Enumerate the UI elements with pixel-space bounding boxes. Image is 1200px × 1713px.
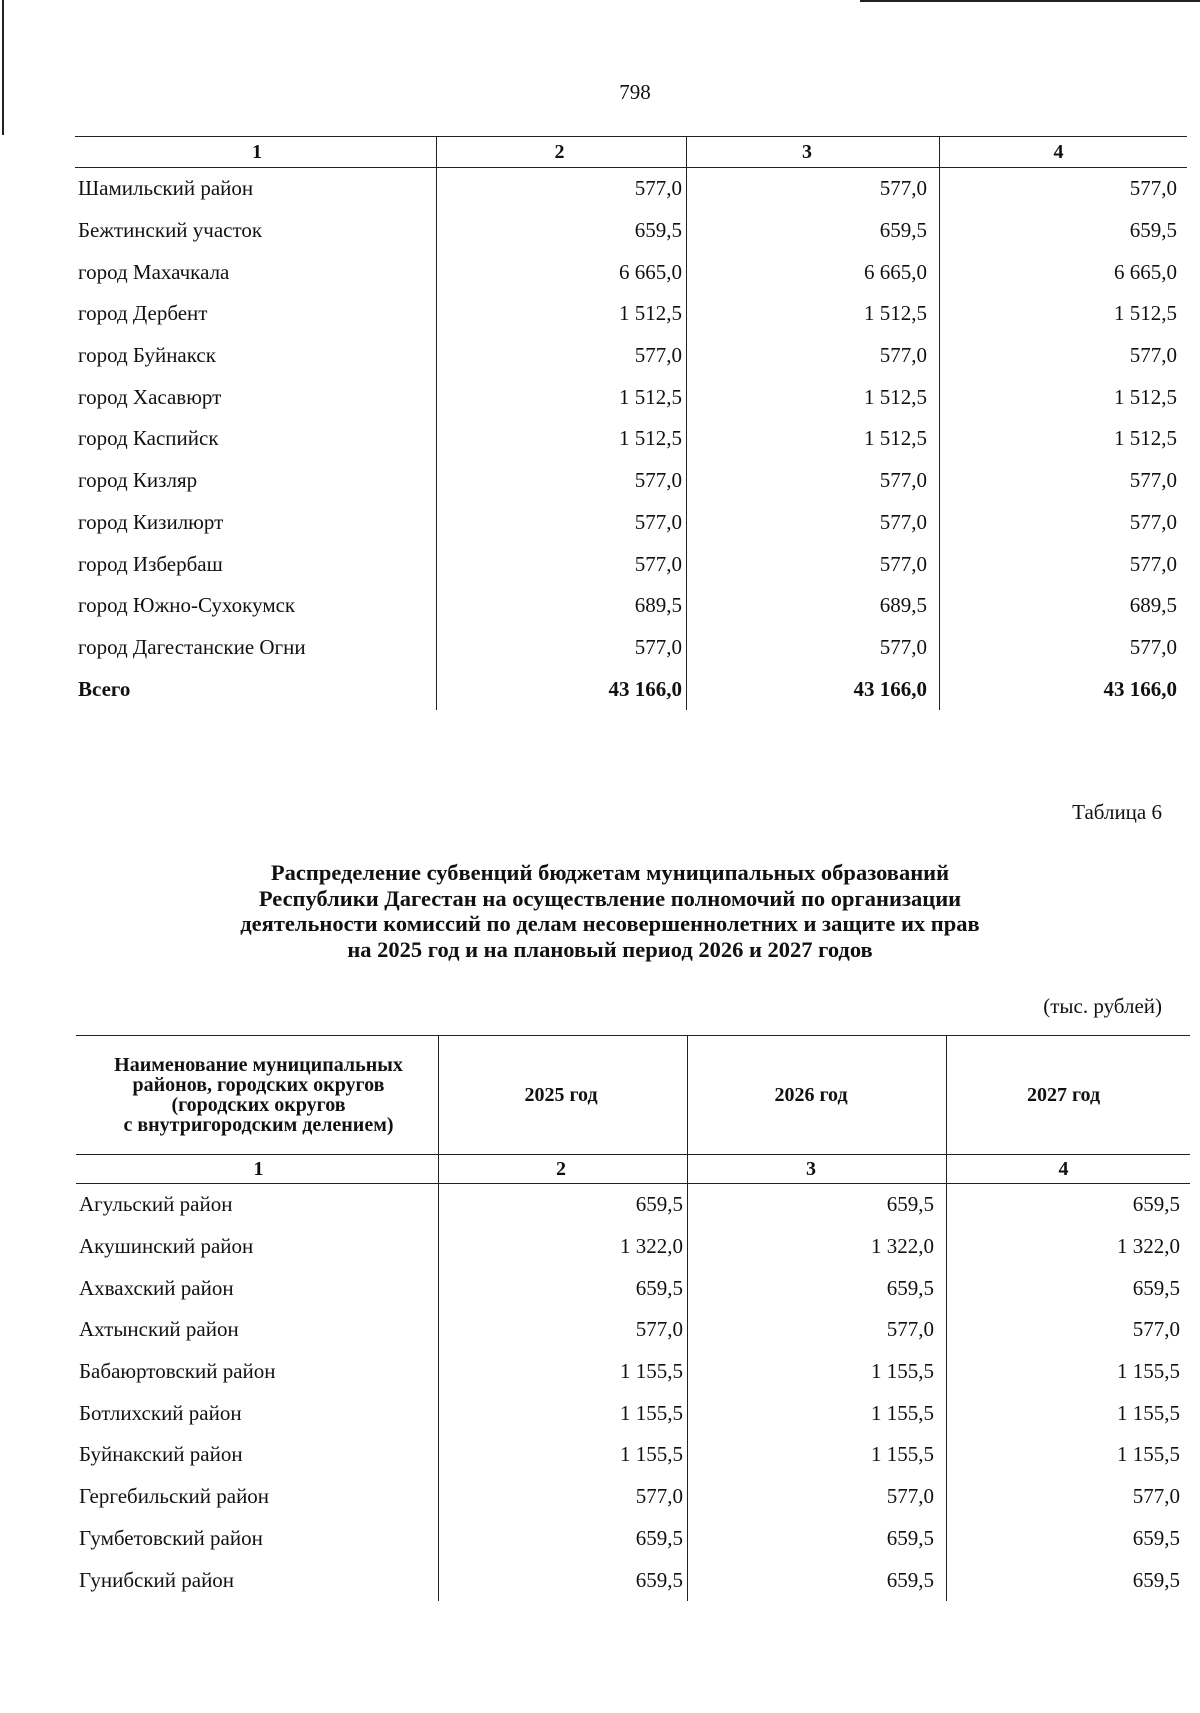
row-2025-cell: 1 155,5 [439, 1392, 688, 1434]
row-name-cell: Бежтинский участок [78, 218, 263, 243]
row-2025-cell: 577,0 [437, 460, 687, 502]
title-line: Распределение субвенций бюджетам муниципальных образований [270, 860, 950, 885]
title-line: Республики Дагестан на осуществление полномочий по организации [258, 885, 962, 911]
row-2025-cell: 1 322,0 [439, 1226, 688, 1268]
row-name-cell: город Махачкала [78, 259, 230, 284]
row-2027-cell: 1 322,0 [1117, 1234, 1180, 1259]
row-2025-cell: 1 512,5 [437, 418, 687, 460]
row-name-cell: город Дербент [78, 301, 208, 326]
row-2026-cell: 689,5 [687, 585, 940, 627]
row-2025-cell: 577,0 [437, 168, 687, 210]
row-2027-cell: 1 512,5 [1114, 426, 1177, 451]
scan-edge-line [860, 0, 1200, 2]
table-row [76, 1351, 1190, 1393]
row-2026-cell: 577,0 [687, 335, 940, 377]
col-header-name-line: с внутригородским делением) [123, 1114, 394, 1136]
row-2027-cell: 659,5 [1129, 218, 1177, 243]
row-name-cell: Ахвахский район [79, 1275, 234, 1300]
table-row [76, 1392, 1190, 1434]
table-row [76, 1184, 1190, 1226]
row-2027-cell: 1 155,5 [1117, 1400, 1180, 1425]
row-2027-cell: 577,0 [1132, 1484, 1180, 1509]
row-2027-cell: 6 665,0 [1114, 259, 1177, 284]
col-header-name [76, 1036, 439, 1155]
column-header-row [76, 1036, 1190, 1155]
row-2027-cell: 659,5 [1132, 1275, 1180, 1300]
row-2026-cell: 1 155,5 [688, 1392, 947, 1434]
table-row [75, 251, 1187, 293]
table-title [150, 860, 1070, 962]
row-2025-cell: 1 155,5 [439, 1434, 688, 1476]
table-row [75, 376, 1187, 418]
row-2025-cell: 577,0 [439, 1476, 688, 1518]
table-row [75, 460, 1187, 502]
row-name-cell: город Южно-Сухокумск [78, 593, 296, 618]
row-name-cell: Агульский район [79, 1192, 233, 1217]
row-name-cell: Ахтынский район [79, 1317, 239, 1342]
row-2025-cell: 577,0 [437, 543, 687, 585]
total-2026: 43 166,0 [687, 668, 940, 710]
table-row [75, 585, 1187, 627]
row-2027-cell: 577,0 [1129, 509, 1177, 534]
row-name-cell: город Хасавюрт [78, 384, 222, 409]
row-name-cell: Шамильский район [78, 176, 254, 201]
row-2027-cell: 577,0 [1129, 176, 1177, 201]
row-2026-cell: 659,5 [688, 1267, 947, 1309]
title-line: на 2025 год и на плановый период 2026 и 2027 годов [347, 936, 873, 962]
col-header-2026: 2026 год [688, 1036, 947, 1155]
row-2026-cell: 659,5 [688, 1518, 947, 1560]
row-2026-cell: 1 512,5 [687, 293, 940, 335]
row-name-cell: город Кизилюрт [78, 509, 224, 534]
row-2026-cell: 659,5 [687, 210, 940, 252]
row-name-cell: Гумбетовский район [79, 1525, 263, 1550]
row-2025-cell: 1 155,5 [439, 1351, 688, 1393]
table-row [76, 1559, 1190, 1601]
row-2026-cell: 577,0 [687, 502, 940, 544]
row-2027-cell: 1 155,5 [1117, 1442, 1180, 1467]
row-2026-cell: 6 665,0 [687, 251, 940, 293]
row-2027-cell: 659,5 [1132, 1192, 1180, 1217]
subvention-table [76, 1035, 1190, 1601]
column-number-row [75, 137, 1187, 168]
row-name-cell: город Кизляр [78, 468, 198, 493]
row-2025-cell: 659,5 [439, 1518, 688, 1560]
row-2026-cell: 1 155,5 [688, 1351, 947, 1393]
row-2026-cell: 577,0 [687, 627, 940, 669]
row-2026-cell: 659,5 [688, 1559, 947, 1601]
row-name-cell: Ботлихский район [79, 1400, 242, 1425]
col-header-name-line: (городских округов [171, 1094, 346, 1116]
row-2025-cell: 1 512,5 [437, 376, 687, 418]
table-row [76, 1226, 1190, 1268]
table-row [75, 210, 1187, 252]
table-row [76, 1434, 1190, 1476]
row-2026-cell: 577,0 [687, 543, 940, 585]
table-row [76, 1309, 1190, 1351]
table-label: Таблица 6 [1072, 800, 1162, 824]
col-header-name-line: районов, городских округов [132, 1074, 385, 1096]
row-2025-cell: 689,5 [437, 585, 687, 627]
table-row [75, 627, 1187, 669]
row-name-cell: город Буйнакск [78, 343, 216, 368]
row-2027-cell: 659,5 [1132, 1567, 1180, 1592]
row-2026-cell: 577,0 [687, 168, 940, 210]
col-number-3: 3 [688, 1155, 947, 1184]
row-2027-cell: 577,0 [1132, 1317, 1180, 1342]
row-2027-cell: 659,5 [1132, 1525, 1180, 1550]
table-row [76, 1518, 1190, 1560]
row-2026-cell: 1 512,5 [687, 376, 940, 418]
row-2025-cell: 659,5 [439, 1267, 688, 1309]
row-name-cell: Бабаюртовский район [79, 1359, 276, 1384]
row-2025-cell: 659,5 [437, 210, 687, 252]
table-row [75, 335, 1187, 377]
row-2027-cell: 577,0 [1129, 343, 1177, 368]
row-2026-cell: 577,0 [688, 1309, 947, 1351]
table-row [75, 418, 1187, 460]
total-2027: 43 166,0 [1103, 676, 1177, 701]
row-2026-cell: 1 512,5 [687, 418, 940, 460]
row-2025-cell: 577,0 [437, 335, 687, 377]
col-number-4: 4 [940, 137, 1188, 168]
row-2025-cell: 577,0 [437, 502, 687, 544]
column-number-row [76, 1155, 1190, 1184]
table-row [76, 1476, 1190, 1518]
row-name-cell: город Дагестанские Огни [78, 634, 306, 659]
total-2025: 43 166,0 [437, 668, 687, 710]
row-2025-cell: 577,0 [439, 1309, 688, 1351]
row-2027-cell: 1 512,5 [1114, 301, 1177, 326]
row-2025-cell: 577,0 [437, 627, 687, 669]
row-name-cell: Акушинский район [79, 1234, 254, 1259]
total-label: Всего [78, 676, 131, 701]
col-header-2025: 2025 год [439, 1036, 688, 1155]
col-header-2027: 2027 год [947, 1036, 1191, 1155]
row-2027-cell: 1 155,5 [1117, 1359, 1180, 1384]
row-name-cell: Гунибский район [79, 1567, 235, 1592]
col-number-2: 2 [439, 1155, 688, 1184]
continuation-table [75, 136, 1187, 710]
row-2025-cell: 1 512,5 [437, 293, 687, 335]
col-header-name-line: Наименование муниципальных [114, 1054, 403, 1076]
table-row [75, 293, 1187, 335]
row-name-cell: Гергебильский район [79, 1484, 270, 1509]
title-line: деятельности комиссий по делам несовершеннолетних и защите их прав [240, 911, 980, 936]
col-number-2: 2 [437, 137, 687, 168]
table-row [75, 502, 1187, 544]
row-2025-cell: 6 665,0 [437, 251, 687, 293]
units-label: (тыс. рублей) [1043, 994, 1162, 1018]
row-2026-cell: 1 155,5 [688, 1434, 947, 1476]
col-number-1: 1 [75, 137, 437, 168]
row-2026-cell: 1 322,0 [688, 1226, 947, 1268]
col-number-3: 3 [687, 137, 940, 168]
scan-edge-line [2, 0, 4, 135]
col-number-1: 1 [76, 1155, 439, 1184]
total-row [75, 668, 1187, 710]
row-2025-cell: 659,5 [439, 1184, 688, 1226]
page-number: 798 [619, 80, 651, 104]
row-2027-cell: 577,0 [1129, 468, 1177, 493]
row-name-cell: Буйнакский район [79, 1442, 243, 1467]
table-row [75, 543, 1187, 585]
row-2026-cell: 577,0 [688, 1476, 947, 1518]
row-2025-cell: 659,5 [439, 1559, 688, 1601]
table-row [76, 1267, 1190, 1309]
row-name-cell: город Каспийск [78, 426, 219, 451]
row-name-cell: город Избербаш [78, 551, 223, 576]
col-number-4: 4 [947, 1155, 1191, 1184]
row-2027-cell: 689,5 [1129, 593, 1177, 618]
row-2027-cell: 577,0 [1129, 634, 1177, 659]
row-2026-cell: 659,5 [688, 1184, 947, 1226]
row-2027-cell: 1 512,5 [1114, 384, 1177, 409]
row-2027-cell: 577,0 [1129, 551, 1177, 576]
table-row [75, 168, 1187, 210]
row-2026-cell: 577,0 [687, 460, 940, 502]
